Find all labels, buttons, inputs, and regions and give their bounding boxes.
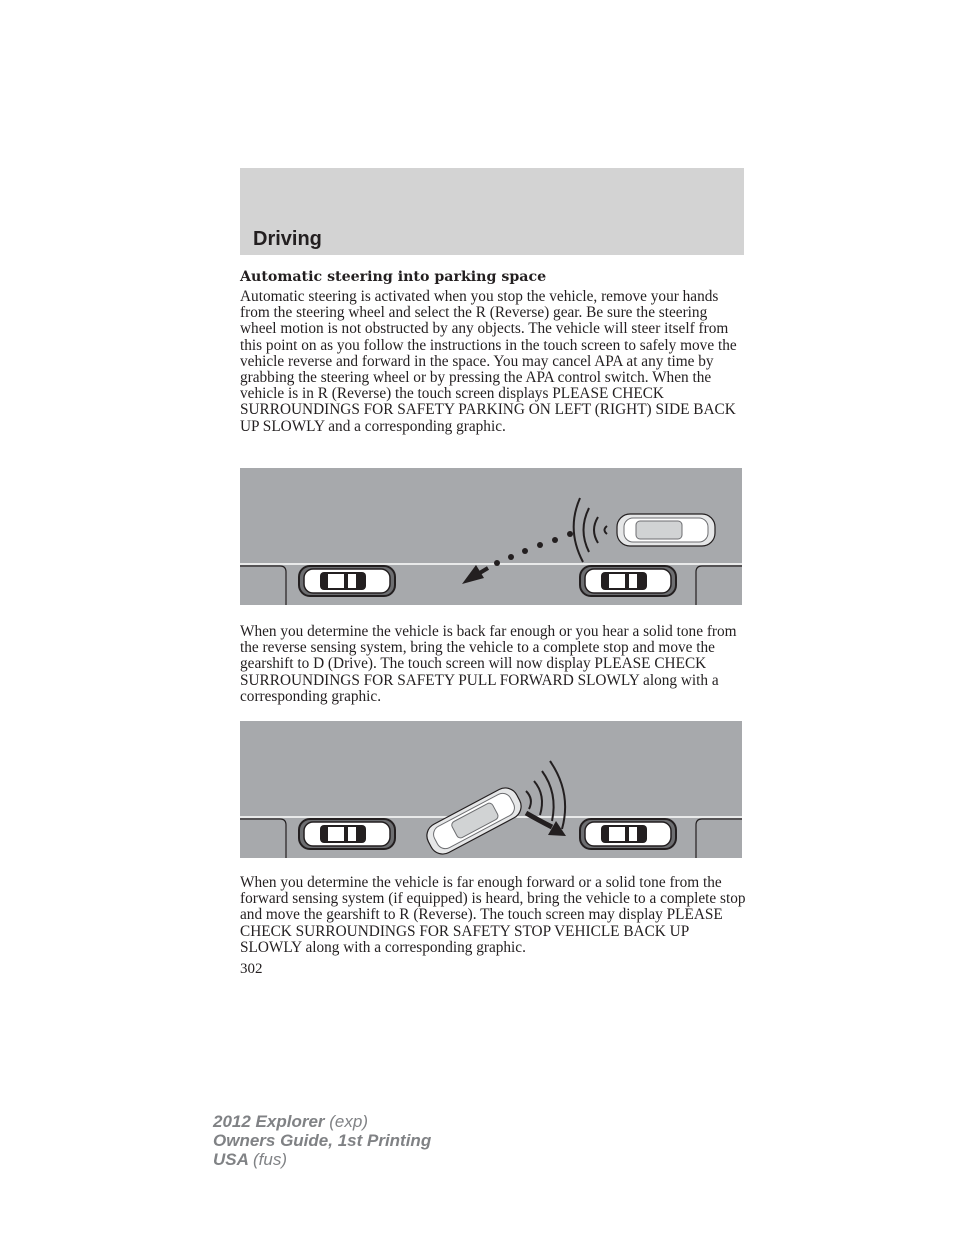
footer-model: 2012 Explorer	[213, 1112, 325, 1131]
subheading: Automatic steering into parking space	[240, 269, 547, 285]
figure-pull-forward	[240, 721, 742, 858]
paragraph-stop-vehicle-instructions: When you determine the vehicle is far enough forward or a solid tone from the forward sensing system (if equipped) is heard, bring the vehicle to a complete stop and move the gearshift to R (Reverse). The touch screen may display PLEASE CHECK SURROUNDINGS FOR SAFETY STOP VEHICLE BACK UP SLOWLY along with a corresponding graphic.	[240, 874, 746, 956]
forward-moving-car	[422, 783, 525, 858]
page-number: 302	[240, 961, 263, 977]
footer-market-code: (fus)	[253, 1150, 287, 1169]
footer-line-1	[213, 1112, 431, 1131]
document-footer	[213, 1112, 431, 1169]
parking-illustration-reverse	[240, 468, 742, 605]
parked-car-left	[299, 819, 395, 849]
parked-car-right	[580, 819, 676, 849]
parking-illustration-forward	[240, 721, 742, 858]
sensor-waves-icon	[574, 498, 607, 562]
paragraph-pull-forward-instructions: When you determine the vehicle is back far enough or you hear a solid tone from the reverse sensing system, bring the vehicle to a complete stop and move the gearshift to D (Drive). The touch screen will now display PLEASE CHECK SURROUNDINGS FOR SAFETY PULL FORWARD SLOWLY along with a corresponding graphic.	[240, 623, 737, 705]
reversing-car	[617, 514, 715, 546]
section-header-band	[240, 168, 744, 255]
reverse-arrow-icon	[462, 565, 488, 584]
parked-car-left	[299, 566, 395, 596]
reverse-path-dots	[494, 531, 573, 566]
section-title: Driving	[253, 228, 322, 250]
figure-back-up-into-space	[240, 468, 742, 605]
footer-line-3	[213, 1150, 431, 1169]
footer-model-code: (exp)	[329, 1112, 368, 1131]
footer-market: USA	[213, 1150, 249, 1169]
paragraph-reverse-instructions: Automatic steering is activated when you stop the vehicle, remove your hands from the steering wheel and select the R (Reverse) gear. Be sure the steering wheel motion is not obstructed by any objects. The vehicle will steer itself from this point on as you follow the instructions in the touch screen to safely move the vehicle reverse and forward in the space. You may cancel APA at any time by grabbing the steering wheel or by pressing the APA control switch. When the vehicle is in R (Reverse) the touch screen displays PLEASE CHECK SURROUNDINGS FOR SAFETY PARKING ON LEFT (RIGHT) SIDE BACK UP SLOWLY and a corresponding graphic.	[240, 288, 737, 435]
footer-line-2: Owners Guide, 1st Printing	[213, 1131, 432, 1150]
parked-car-right	[580, 566, 676, 596]
